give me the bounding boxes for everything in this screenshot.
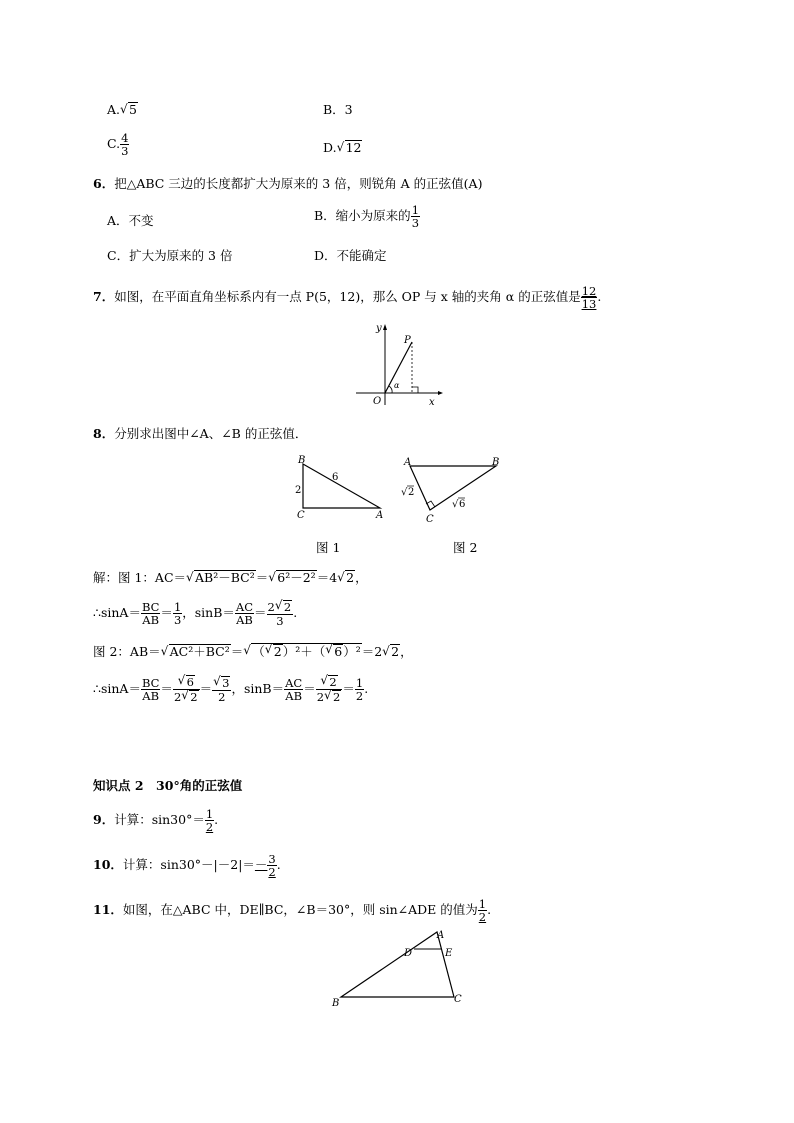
q8-stem: 8．分别求出图中∠A、∠B 的正弦值． [93,426,308,441]
fig2-sqrt-symbol-ac: √ [401,487,408,498]
fig1-c-label: C [297,510,305,521]
q6-option-b: B．缩小为原来的 $\frac{1}{3}$ [314,203,420,230]
label-b: B [332,998,340,1009]
q8-solution-line-3: 图 2：AB＝√ AC²＋BC²＝√ （√ 2）²＋（√ 6）²＝2√ 2， [93,643,413,660]
fig2-side-ac: 2 [408,487,415,498]
triangle-abc-1 [303,464,380,508]
q5-option-b: B．3 [323,102,353,117]
q7-coordinate-figure [352,320,447,408]
fig1-side-ab: 6 [332,472,339,483]
fig2-b-label: B [492,457,500,468]
q11-figure [325,925,470,1010]
origin-label: O [373,396,382,407]
alpha-label: α [394,381,400,390]
q7-stem: 7．如图，在平面直角坐标系内有一点 P(5，12)，那么 OP 与 x 轴的夹角 α 的正弦值是 $\frac{12}{13}$ . [93,284,602,311]
q6-option-a: A．不变 [107,213,154,228]
q5-option-d: D.√ 12 [323,140,362,156]
fig1-b-label: B [298,455,306,466]
fig2-a-label: A [404,457,412,468]
q10-stem: 10．计算：sin30°－|－2|＝－ $\frac{3}{2}$ . [93,852,281,879]
p-label: P [404,335,411,346]
q8-solution-line-4: ∴sinA＝ $\frac{BC}{AB}$ ＝ √ $\frac{6}{2√ 2}$ ＝ √ $\frac{3}{2}$ ，sinB＝ $\frac{AC}{AB}$ ＝ √ $\frac{2}{2√ 2}$ ＝ $\frac{1}{2}$ . [93,675,368,704]
knowledge-point-2-heading: 知识点 2 30°角的正弦值 [93,778,243,793]
label-d: D [404,948,413,959]
q5-option-a: A.√ 5 [107,102,138,118]
fig1-side-bc: 2 [295,485,302,496]
x-label: x [429,397,435,408]
fig2-caption: 图 2 [453,540,478,555]
x-axis-arrow [438,391,443,395]
right-angle-mark [412,387,418,393]
fig2-sqrt-symbol-bc: √ [452,499,459,510]
fig1-caption: 图 1 [316,540,341,555]
angle-arc [389,386,392,393]
label-a: A [437,930,445,941]
label-c: C [454,994,462,1005]
y-axis-arrow [383,324,387,330]
q9-stem: 9．计算：sin30°＝ $\frac{1}{2}$ . [93,807,219,834]
q8-figure-1 [290,452,390,522]
q6-stem: 6．把△ABC 三边的长度都扩大为原来的 3 倍，则锐角 A 的正弦值(A) [93,176,483,191]
q8-solution-line-1: 解：图 1：AC＝√ AB²－BC²＝√ 6²－2²＝4√ 2， [93,570,368,586]
fig1-a-label: A [376,510,384,521]
label-e: E [445,948,453,959]
y-label: y [376,323,382,334]
q6-option-d: D．不能确定 [314,248,387,263]
q8-solution-line-2: ∴sinA＝ $\frac{BC}{AB}$ ＝ $\frac{1}{3}$ ，sinB＝ $\frac{AC}{AB}$ ＝ $\frac{2√ 2}{3}$ . [93,600,297,627]
fig2-c-label: C [426,514,434,525]
q5-option-c: C. $\frac{4}{3}$ [107,131,129,158]
q11-stem: 11．如图，在△ABC 中，DE∥BC，∠B＝30°，则 sin∠ADE 的值为 $\frac{1}{2}$ . [93,897,492,924]
fig2-side-bc: 6 [459,499,466,510]
triangle-abc [341,932,454,997]
q8-figure-2 [398,454,508,526]
q6-option-c: C．扩大为原来的 3 倍 [107,248,233,263]
